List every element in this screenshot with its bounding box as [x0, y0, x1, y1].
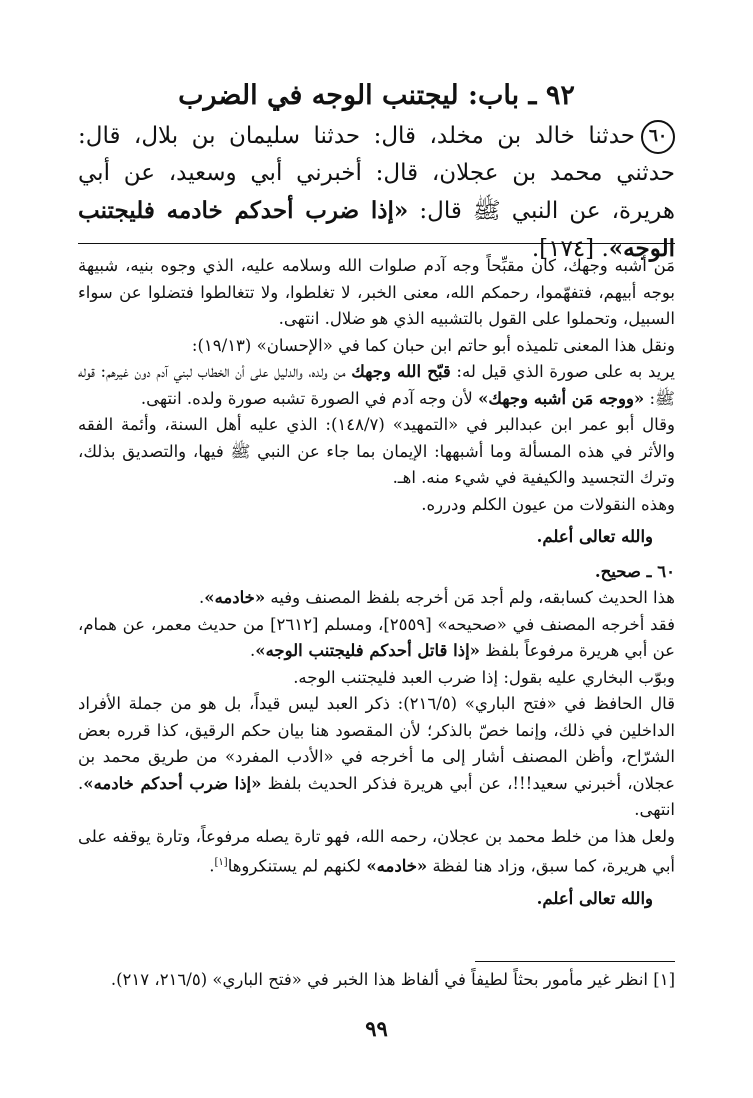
hadith-grade: ٦٠ ـ صحيح.: [594, 561, 675, 581]
footnote-marker: [١]: [214, 857, 228, 868]
commentary-paragraph: [78, 585, 675, 612]
text-run: من ولده، والدليل على أن الخطاب لبني آدم دون غيرهم: قوله ﷺ:: [78, 362, 675, 408]
commentary-paragraph: [78, 612, 675, 665]
text-run: لأن وجه آدم في الصورة تشبه صورة ولده. انتهى.: [140, 388, 479, 408]
footnote-divider: [475, 961, 675, 962]
commentary: [78, 253, 675, 913]
commentary-paragraph: [78, 665, 675, 692]
text-run: لكنهم لم يستنكروها: [227, 856, 367, 876]
text-run: قبّح الله وجهك: [351, 362, 451, 381]
commentary-paragraph: [78, 824, 675, 881]
commentary-paragraph: [78, 253, 675, 333]
text-run: .: [250, 641, 256, 660]
page-number: ٩٩: [365, 1016, 388, 1041]
commentary-part-2: [78, 585, 675, 880]
commentary-part-1: [78, 253, 675, 518]
commentary-paragraph: [78, 492, 675, 519]
text-run: «خادمه»: [204, 588, 266, 607]
text-run: فقد أخرجه المصنف في «صحيحه» [٢٥٥٩]، ومسلم [٢٦١٢] من حديث معمر، عن همام، عن أبي هريرة مرفوعاً بلفظ: [78, 614, 676, 660]
text-run: ولعل هذا من خلط محمد بن عجلان، رحمه الله، فهو تارة يصله مرفوعاً، وتارة يوقفه على أبي هريرة، كما سبق، وزاد هنا لفظة: [78, 826, 675, 876]
text-run: . انتهى.: [78, 773, 675, 819]
hadith-reference: . [١٧٤].: [531, 236, 609, 262]
commentary-paragraph: [78, 412, 675, 492]
text-run: «إذا قاتل أحدكم فليجتنب الوجه»: [255, 641, 480, 660]
text-run: «ووجه مَن أشبه وجهك»: [478, 388, 645, 408]
closing-statement-2: والله تعالى أعلم.: [536, 889, 653, 908]
hadith-quote: «إذا ضرب أحدكم خادمه فليجتنب الوجه»: [78, 197, 675, 262]
commentary-paragraph: [78, 691, 675, 824]
text-run: قال الحافظ في «فتح الباري» (٢١٦/٥): ذكر العبد ليس قيداً، بل هو من جملة الأفراد الداخلين في ذلك، وإنما خصّ بالذكر؛ لأن المقصود هنا بيان حكم الرقيق، كذا قرره بعض الشرّاح، وأظن المصنف أشار إلى ما أخرجه في «الأدب المفرد» من طريق محمد بن عجلان، أخبرني سعيد!!!، عن أبي هريرة فذكر الحديث بلفظ: [78, 694, 675, 793]
text-run: .: [209, 856, 215, 876]
text-run: «إذا ضرب أحدكم خادمه»: [83, 773, 262, 793]
text-run: ونقل هذا المعنى تلميذه أبو حاتم ابن حبان كما في «الإحسان» (١٩/١٣):: [191, 335, 675, 355]
text-run: «خادمه»: [366, 856, 428, 876]
chapter-title: ٩٢ ـ باب: ليجتنب الوجه في الضرب: [178, 80, 575, 111]
hadith-number-circle: ٦٠: [641, 120, 675, 154]
footnote: [١] انظر غير مأمور بحثاً لطيفاً في ألفاظ هذا الخبر في «فتح الباري» (٢١٦/٥، ٢١٧).: [110, 970, 675, 989]
closing-statement-1: والله تعالى أعلم.: [536, 527, 653, 546]
main-divider: [78, 243, 675, 244]
hadith-text: [78, 118, 675, 268]
commentary-paragraph: [78, 333, 675, 360]
text-run: مَن أشبه وجهك، كان مقبِّحاً وجه آدم صلوات الله وسلامه عليه، الذي وجوه بنيه، شبيهة بوجه أبيهم، فتفهّموا، رحمكم الله، معنى الخبر، لا تغلطوا، ولا تتغالطوا فتضلوا عن سواء السبيل، وتحملوا على القول بالتشبيه الذي هو ضلال. انتهى.: [78, 256, 675, 328]
text-run: وهذه النقولات من عيون الكلم ودرره.: [421, 494, 675, 514]
hadith-chain: حدثنا خالد بن مخلد، قال: حدثنا سليمان بن بلال، قال: حدثني محمد بن عجلان، قال: أخبرني أبي وسعيد، عن أبي هريرة، عن النبي ﷺ قال:: [78, 123, 676, 224]
text-run: وبوّب البخاري عليه بقول: إذا ضرب العبد فليجتنب الوجه.: [293, 667, 675, 687]
text-run: هذا الحديث كسابقه، ولم أجد مَن أخرجه بلفظ المصنف وفيه: [265, 588, 675, 607]
text-run: وقال أبو عمر ابن عبدالبر في «التمهيد» (١٤٨/٧): الذي عليه أهل السنة، وأئمة الفقه والأثر في هذه المسألة وما أشبهها: الإيمان بما جاء عن النبي ﷺ فيها، والتصديق بذلك، وترك التجسيد والكيفية في شيء منه. اهـ.: [78, 415, 675, 487]
text-run: يريد به على صورة الذي قيل له:: [450, 362, 676, 381]
text-run: .: [199, 588, 205, 607]
commentary-paragraph: [78, 359, 675, 412]
